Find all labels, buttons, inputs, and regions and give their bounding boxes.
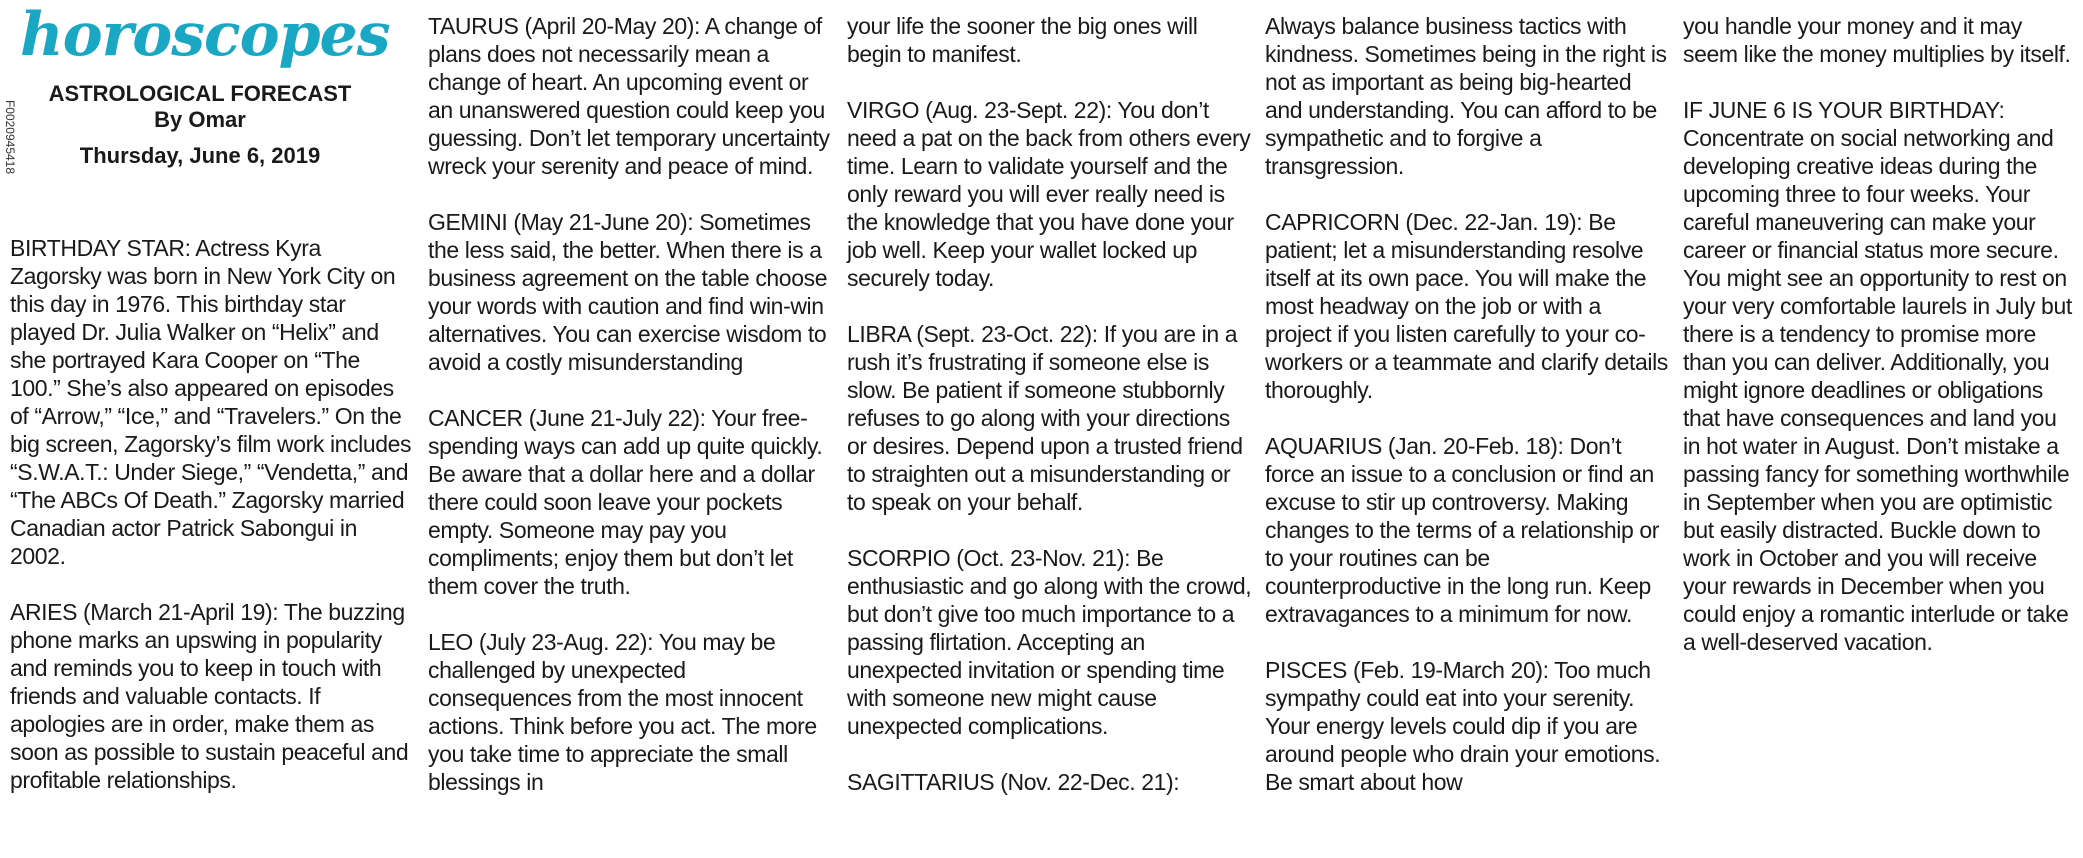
pisces-paragraph: PISCES (Feb. 19-March 20): Too much sympathy could eat into your serenity. Your energy levels could dip if you are around people who drain your emotions. Be smart about how xyxy=(1265,657,1661,795)
sagittarius-continued-paragraph: Always balance business tactics with kindness. Sometimes being in the right is not as important as being big-hearted and understanding. You can afford to be sympathetic and to forgive a transgression. xyxy=(1265,13,1667,179)
capricorn-paragraph: CAPRICORN (Dec. 22-Jan. 19): Be patient; let a misunderstanding resolve itself at its own pace. You will make the most headway on the job or with a project if you listen carefully to your co-workers or a teammate and clarify details thoroughly. xyxy=(1265,209,1668,403)
virgo-paragraph: VIRGO (Aug. 23-Sept. 22): You don’t need a pat on the back from others every time. Learn to validate yourself and the only reward you will ever really need is the knowledge that you have done your job well. Keep your wallet locked up securely today. xyxy=(847,97,1251,291)
pisces-continued-paragraph: you handle your money and it may seem like the money multiplies by itself. xyxy=(1683,13,2071,67)
forecast-heading: ASTROLOGICAL FORECAST xyxy=(48,81,352,106)
cancer-paragraph: CANCER (June 21-July 22): Your free-spending ways can add up quite quickly. Be aware that a dollar here and a dollar there could soon leave your pockets empty. Someone may pay you compliments; enjoy them but don’t let them cover the truth. xyxy=(428,405,823,599)
libra-paragraph: LIBRA (Sept. 23-Oct. 22): If you are in a rush it’s frustrating if someone else is slow. Be patient if someone stubbornly refuses to go along with your directions or desires. Depend upon a trusted friend to straighten out a misunderstanding or to speak on your behalf. xyxy=(847,321,1243,515)
birthday-forecast-paragraph: IF JUNE 6 IS YOUR BIRTHDAY: Concentrate on social networking and developing creative ideas during the upcoming three to four weeks. Your careful maneuvering can make your career or financial status more secure. You might see an opportunity to rest on your very comfortable laurels in July but there is a tendency to promise more than you can deliver. Additionally, you might ignore deadlines or obligations that have consequences and land you in hot water in August. Don’t mistake a passing fancy for something worthwhile in September when you are optimistic but easily distracted. Buckle down to work in October and you will receive your rewards in December when you could enjoy a romantic interlude or take a well-deserved vacation. xyxy=(1683,97,2072,655)
leo-continued-paragraph: your life the sooner the big ones will begin to manifest. xyxy=(847,13,1198,67)
column-3 xyxy=(847,12,1252,824)
leo-paragraph: LEO (July 23-Aug. 22): You may be challenged by unexpected consequences from the most innocent actions. Think before you act. The more you take time to appreciate the small blessings in xyxy=(428,629,817,795)
masthead xyxy=(20,0,390,169)
aquarius-paragraph: AQUARIUS (Jan. 20-Feb. 18): Don’t force an issue to a conclusion or find an excuse to stir up controversy. Making changes to the terms of a relationship or to your routines can be counterproductive in the long run. Keep extravagances to a minimum for now. xyxy=(1265,433,1659,627)
sagittarius-paragraph: SAGITTARIUS (Nov. 22-Dec. 21): xyxy=(847,769,1180,795)
column-5 xyxy=(1683,12,2078,684)
publication-date: Thursday, June 6, 2019 xyxy=(79,143,321,168)
birthday-star-paragraph: BIRTHDAY STAR: Actress Kyra Zagorsky was born in New York City on this day in 1976. This birthday star played Dr. Julia Walker on “Helix” and she portrayed Kara Cooper on “The 100.” She’s also appeared on episodes of “Arrow,” “Ice,” and “Travelers.” On the big screen, Zagorsky’s film work includes “S.W.A.T.: Under Siege,” “Vendetta,” and “The ABCs Of Death.” Zagorsky married Canadian actor Patrick Sabongui in 2002. xyxy=(10,235,412,569)
column-4 xyxy=(1265,12,1670,824)
column-2 xyxy=(428,12,833,824)
taurus-paragraph: TAURUS (April 20-May 20): A change of plans does not necessarily mean a change of heart. An upcoming event or an unanswered question could keep you guessing. Don’t let temporary uncertainty wreck your serenity and peace of mind. xyxy=(428,13,830,179)
horoscopes-logo: horoscopes xyxy=(20,0,390,70)
aries-paragraph: ARIES (March 21-April 19): The buzzing phone marks an upswing in popularity and reminds you to keep in touch with friends and valuable contacts. If apologies are in order, make them as soon as possible to sustain peaceful and profitable relationships. xyxy=(10,599,409,793)
byline: By Omar xyxy=(154,107,246,132)
column-1 xyxy=(10,234,415,822)
scorpio-paragraph: SCORPIO (Oct. 23-Nov. 21): Be enthusiastic and go along with the crowd, but don’t give too much importance to a passing flirtation. Accepting an unexpected invitation or spending time with someone new might cause unexpected complications. xyxy=(847,545,1252,739)
gemini-paragraph: GEMINI (May 21-June 20): Sometimes the less said, the better. When there is a business agreement on the table choose your words with caution and find win-win alternatives. You can exercise wisdom to avoid a costly misunderstanding xyxy=(428,209,828,375)
side-code: F002094541​8 xyxy=(3,99,17,175)
